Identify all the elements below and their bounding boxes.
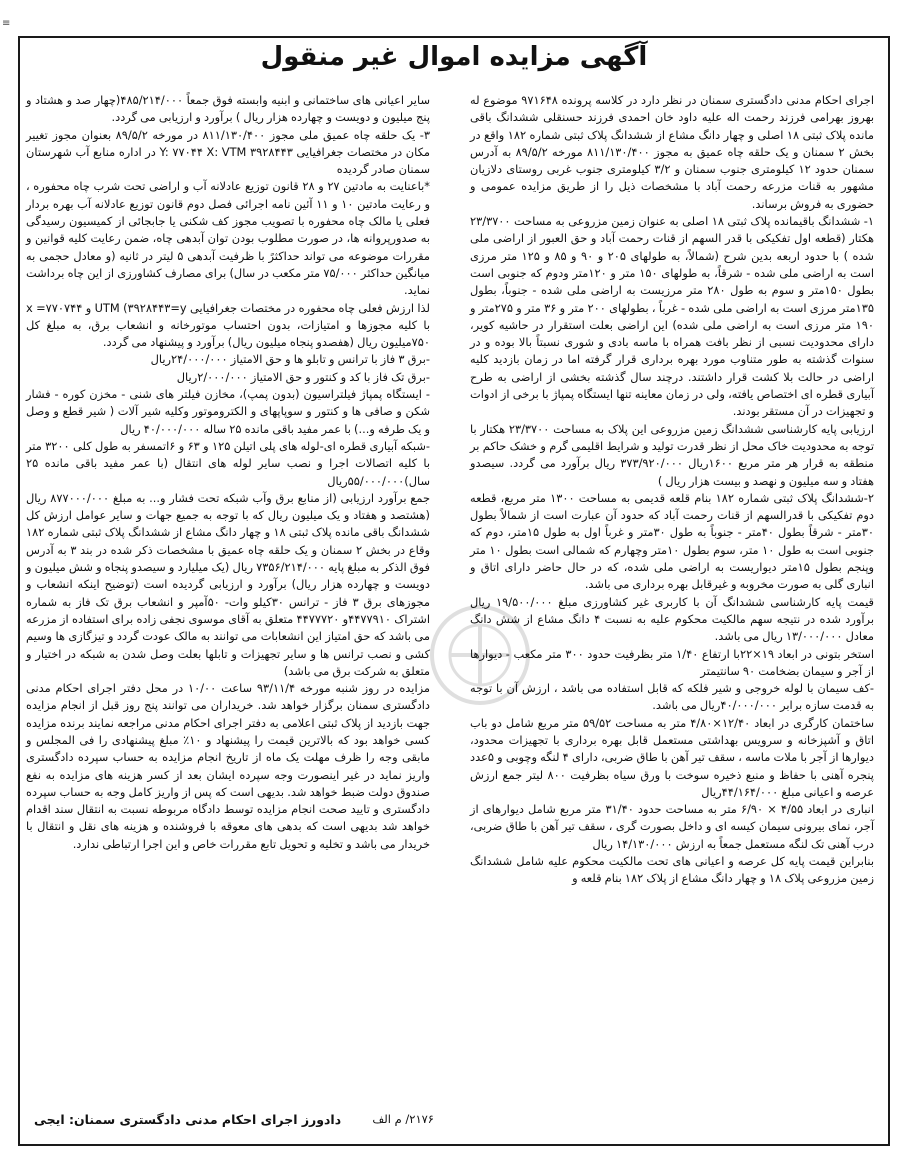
paragraph: بنابراین قیمت پایه کل عرصه و اعیانی های تحت مالکیت محکوم علیه شامل ششدانگ زمین مزروعی پلاک ۱۸ و چهار دانگ مشاع از پلاک ۱۸۲ بنام قلعه و (470, 854, 874, 886)
ad-code: ۲۱۷۶/ م الف (372, 1112, 434, 1126)
left-column (26, 92, 430, 853)
paragraph: ۱- ششدانگ باقیمانده پلاک ثبتی ۱۸ اصلی به عنوان زمین مزروعی به مساحت ۲۳/۳۷۰۰ هکتار (قطعه اول تفکیکی با قدر السهم از قنات رحمت آباد و حق العبور از اراضی ملی شده ) با حدود اربعه بدین شرح (شمالاً، به طولهای ۲۰۵ و ۹۰ و ۸۵ و ۱۲۵ متر مرزی است به اراضی ملی شده - شرقاً، به طولهای ۱۵۰ متر و ۱۲۰متر ودوم که جنوبی است بطول ۱۵۰متر و سوم به طول ۲۸۰ متر مرزیست به اراضی ملی شده - جنوباً، بطول ۱۳۵متر مرزی است به اراضی ملی شده - غرباً ، بطولهای ۲۰۰ متر و ۳۶ متر و ۲۷۵متر و ۱۹۰ متر مرزی است به اراضی ملی شده) این اراضی بعلت استقرار در حاشیه کویر، دارای محدودیت نسبی از نظر بافت همراه با ماسه بادی و شوری نسبتاً بالا بوده و در سنوات گذشته به طور متناوب مورد بهره برداری قرار گرفته اما در زمان بازدید کلیه اراضی در حالت بلا کشت قرار داشتند. درچند سال گذشته بخشی از اراضی به طرح آبیاری قطره ای اختصاص یافته، ولی در زمان معاینه تنها ایستگاه پمپاژ با برخی از ادوات و تجهیزات در آن مستقر بودند. (470, 214, 875, 419)
paragraph: اجرای احکام مدنی دادگستری سمنان در نظر دارد در کلاسه پرونده ۹۷۱۶۴۸ موضوع له بهروز بهرامی فرزند رحمت اله علیه داود خان احمدی فرزند حسنقلی ششدانگ باقی مانده پلاک ثبتی ۱۸ اصلی و چهار دانگ مشاع از ششدانگ پلاک ثبتی شماره ۱۸۲ واقع در بخش ۲ سمنان و یک حلقه چاه عمیق به مجوز ۸۱۱/۱۳۰/۴۰۰ مورخه ۸۹/۵/۲ به آدرس سمنان حدود ۱۲ کیلومتری جنوب سمنان و ۳/۲ کیلومتری جنوب غربی روستای دلازیان مشهور به قنات مزرعه رحمت آباد با مشخصات ذیل را از طریق مزایده عمومی و حضوری به فروش برساند. (470, 93, 874, 211)
paragraph: *باعنایت به مادتین ۲۷ و ۲۸ قانون توزیع عادلانه آب و اراضی تحت شرب چاه محفوره ، و رعایت مادتین ۱۰ و ۱۱ آئین نامه اجرائی فصل دوم قانون توزیع عادلانه آب بهره بردار فعلی یا مالک چاه محفوره با تصویب مجوز کف شکنی یا جابجائی از کمیسیون رسیدگی به صدورپروانه ها، در صورت مطلوب بودن توان آبدهی چاه، ضمن رعایت کلیه قوانین و مقررات موضوعه می تواند حداکثرً با ظرفیت آبدهی ۵ لیتر در ثانیه (و معادل حجمی به میانگین حداکثر ۷۵/۰۰۰ متر مکعب در سال) برای مصارف کشاورزی از این چاه برداشت نماید. (26, 179, 430, 298)
paragraph: انباری در ابعاد ۴/۵۵ × ۶/۹۰ متر به مساحت حدود ۳۱/۴۰ متر مربع شامل دیوارهای از آجر، نمای بیرونی سیمان کیسه ای و داخل بصورت گری ، سقف تیر آهن با طاق ضربی، درب آهنی تک لنگه مستعمل جمعاً به ارزش ۱۴/۱۳۰/۰۰۰ ریال (470, 802, 874, 851)
edge-mark-icon: ≡ (2, 18, 11, 29)
paragraph: ۳- یک حلقه چاه عمیق ملی مجوز ۸۱۱/۱۳۰/۴۰۰ در مورخه ۸۹/۵/۲ بعنوان مجوز تغییر مکان در مختصات جغرافیایی ۳۹۲۸۴۴۳ Y: ۷۷۰۴۴ X: VTM در اداره منابع آب شهرستان سمنان صادر گردیده (26, 127, 431, 177)
ad-title: آگهی مزایده اموال غیر منقول (260, 42, 648, 72)
paragraph: ارزیابی پایه کارشناسی ششدانگ زمین مزروعی این پلاک به مساحت ۲۳/۳۷۰۰ هکتار با توجه به محدودیت خاک محل از نظر قدرت تولید و شرایط اقلیمی گرم و خشک حاکم بر منطقه به قرار هر متر مربع ۱۶۰۰ریال ۳۷۳/۹۲۰/۰۰۰ ریال برآورد می گردد. سیصدو هفتاد و سه میلیون و نهصد و بیست هزار ریال ) (470, 421, 874, 488)
paragraph: -برق ۳ فاز با ترانس و تابلو ها و حق الامتیاز ۲۴/۰۰۰/۰۰۰ریال (150, 352, 430, 367)
paragraph: -برق تک فاز با کد و کنتور و حق الامتیاز ۲/۰۰۰/۰۰۰ریال (176, 369, 430, 384)
paragraph: -کف سیمان با لوله خروجی و شیر فلکه که قابل استفاده می باشد ، ارزش آن با توجه به قدمت سازه برابر ۴۰/۰۰۰/۰۰۰ریال می باشد. (470, 681, 874, 713)
right-column (470, 92, 874, 888)
paragraph: ساختمان کارگری در ابعاد ۱۲/۴۰×۴/۸۰ متر به مساحت ۵۹/۵۲ متر مربع شامل دو باب اتاق و آشپزخانه و سرویس بهداشتی مستعمل قابل بهره برداری با تجهیزات محدود، دیوارها از آجر با ملات ماسه ، سقف تیر آهن با طاق ضربی، دارای ۴ لنگه وچوبی و ۵عدد پنجره آهنی با حفاظ و منبع ذخیره سوخت با ورق سیاه بظرفیت ۸۰۰ لیتر جمع ارزش عرصه و اعیانی مبلغ ۴۴/۱۶۴/۰۰۰ریال (470, 715, 874, 799)
paragraph: ۲-ششدانگ پلاک ثبتی شماره ۱۸۲ بنام قلعه قدیمی به مساحت ۱۳۰۰ متر مربع، قطعه دوم تفکیکی با قدرالسهم از قنات رحمت آباد که حدود آن عبارت است از شمالاً بطول ۳۰متر - شرقاً بطول ۴۰متر - جنوباً به طول ۳۰متر و غرباً اول به طول ۱۵متر، دوم که جنوبی است به طول ۱۰ متر، سوم بطول ۱۰متر وچهارم که شمالی است بطول ۱۰ متر وپنجم بطول ۱۵متر دیواریست به اراضی ملی شده، که در حال حاضر دارای اتاق و انباری گلی به صورت مخروبه و غیرقابل بهره برداری می باشد. (470, 490, 875, 592)
paragraph: لذا ارزش فعلی چاه محفوره در مختصات جغرافیایی UTM (۳۹۲۸۴۴۳=y و ۷۷۰۷۴۴= x با کلیه مجوزها و امتیازات، بدون احتساب موتورخانه و انشعاب برق، به مبلغ کل ۷۵۰میلیون ریال (هفصدو پنجاه میلیون ریال) برآورد و پیشنهاد می گردد. (26, 300, 430, 350)
paragraph: قیمت پایه کارشناسی ششدانگ آن با کاربری غیر کشاورزی مبلغ ۱۹/۵۰۰/۰۰۰ ریال برآورد شده در نتیجه سهم مالکیت محکوم علیه به نسبت ۴ دانگ مشاع از شش دانگ معادل ۱۳/۰۰۰/۰۰۰ ریال می باشد. (470, 594, 874, 644)
signature-text: دادورز اجرای احکام مدنی دادگستری سمنان: ایجی (34, 1112, 342, 1127)
paragraph: مزایده در روز شنبه مورخه ۹۳/۱۱/۴ ساعت ۱۰/۰۰ در محل دفتر اجرای احکام مدنی دادگستری سمنان برگزار خواهد شد. خریداران می توانند پنج روز قبل از انجام مزایده جهت بازدید از پلاک ثبتی اعلامی به دفتر اجرای احکام مدنی مراجعه نمایند برنده مزایده کسی خواهد بود که بالاترین قیمت را پیشنهاد و ۱۰٪ مبلغ پیشنهادی را فی المجلس و مابقی وجه را ظرف مهلت یک ماه از تاریخ انجام مزایده به حساب سپرده دادگستری واریز نماید در غیر اینصورت وجه سپرده ایشان بعد از کسر هزینه های مزایده به نفع صندوق دولت ضبط خواهد شد. بدیهی است که پس از واریز کامل وجه به حساب سپرده دادگستری و تایید صحت انجام مزایده توسط دادگاه مربوطه نسبت به انتقال سند اقدام خواهد شد بدیهی است که بدهی های معوقه با فروشنده و هزینه های نقل و انتقال با خریدار می باشد و تخلیه و تحویل تابع مقررات خاص و این اجرا ارتباطی ندارد. (26, 681, 430, 851)
paragraph: - ایستگاه پمپاژ فیلتراسیون (بدون پمپ)، مخازن فیلتر های شنی - مخزن کوره - فشار شکن و صافی ها و کنتور و سوپاپهای و الکتروموتور وکلیه شیر آلات ( شیر قطع و وصل و یک طرفه و...) با عمر مفید باقی مانده ۲۵ ساله ۴۰/۰۰۰/۰۰۰ ریال (26, 387, 430, 436)
paragraph: سایر اعیانی های ساختمانی و ابنیه وابسته فوق جمعاً ۴۸۵/۲۱۴/۰۰۰(چهار صد و هشتاد و پنج میلیون و دویست و چهارده هزار ریال ) برآورد و ارزیابی می گردد. (26, 93, 430, 125)
paragraph: -شبکه آبیاری قطره ای-لوله های پلی اتیلن ۱۲۵ و ۶۳ و ۶اتمسفر به طول کلی ۳۲۰۰ متر با کلیه اتصالات اجرا و نصب سایر لوله های انتقال (با عمر مفید باقی مانده ۲۵ سال)۵۵/۰۰۰/۰۰۰ریال (26, 438, 430, 488)
paragraph: جمع برآورد ارزیابی (از منابع برق وآب شبکه تحت فشار و... به مبلغ ۸۷۷۰۰۰/۰۰۰ ریال (هشتصد و هفتاد و یک میلیون ریال که با توجه به جمیع جهات و سایر عوامل ارزش کل ششدانگ باقی مانده پلاک ثبتی ۱۸ و چهار دانگ مشاع از ششدانگ پلاک ثبتی شماره ۱۸۲ وقاع در بخش ۲ سمنان و یک حلقه چاه عمیق با مشخصات ذکر شده در بند ۳ به آدرس فوق الذکر به مبلغ پایه ۷۳۵۶/۲۱۴/۰۰۰ ریال (یک میلیارد و سیصدو پنجاه و شش میلیون و دویست و چهارده هزار ریال) برآورد و ارزیابی گردیده است (توضیح اینکه انشعاب و مجوزهای برق ۳ فاز - ترانس ۳۰کیلو وات- ۵۰آمپر و انشعاب برق تک فاز به شماره اشتراک ۴۴۷۷۹۱۰و ۴۴۷۷۷۲۰ متعلق به آقای موسوی نجفی زاده برای استفاده از مزرعه می باشد که حق امتیاز این انشعابات می توانند به مالک عودت گردد و تیزگازی ها وسیم کشی و نصب ترانس ها و سایر تجهیزات و تابلها بعلت وصل شدن به شبکه در اختیار و متعلق به شرکت برق می باشد) (26, 490, 430, 678)
paragraph: استخر بتونی در ابعاد ۱۹×۲۲با ارتفاع ۱/۴۰ متر بظرفیت حدود ۳۰۰ متر مکعب - دیوارها از آجر و سیمان بضخامت ۹۰ سانتیمتر (470, 646, 875, 678)
